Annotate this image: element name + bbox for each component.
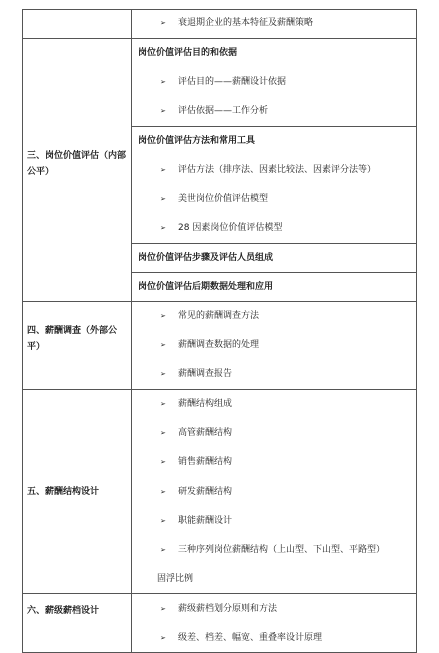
list-item-continuation: 固浮比例 (157, 574, 194, 584)
list-item: 研发薪酬结构 (178, 487, 233, 497)
bullet-arrow-icon: ➢ (160, 400, 166, 408)
bullet-arrow-icon: ➢ (160, 634, 166, 642)
section-title: 六、薪级薪档设计 (27, 606, 100, 616)
list-item: 薪酬结构组成 (178, 399, 233, 409)
list-item: 薪酬调查报告 (178, 369, 233, 379)
list-item: 职能薪酬设计 (178, 516, 233, 526)
table-border (131, 126, 417, 127)
bullet-arrow-icon: ➢ (160, 19, 166, 27)
table-border (22, 9, 23, 653)
bullet-arrow-icon: ➢ (160, 78, 166, 86)
bullet-arrow-icon: ➢ (160, 429, 166, 437)
table-border (131, 272, 417, 273)
table-border (22, 593, 417, 594)
bullet-arrow-icon: ➢ (160, 312, 166, 320)
list-item: 级差、档差、幅宽、重叠率设计原理 (178, 633, 323, 643)
table-border (416, 9, 417, 653)
block-heading: 岗位价值评估步骤及评估人员组成 (138, 253, 274, 263)
table-border (131, 243, 417, 244)
bullet-arrow-icon: ➢ (160, 458, 166, 466)
list-item: 三种序列岗位薪酬结构（上山型、下山型、平路型） (178, 545, 386, 555)
list-item: 28 因素岗位价值评估模型 (178, 223, 283, 233)
list-item: 衰退期企业的基本特征及薪酬策略 (178, 18, 314, 28)
section-title: 三、岗位价值评估（内部公平） (27, 151, 127, 177)
block-heading: 岗位价值评估目的和依据 (138, 48, 238, 58)
list-item: 薪级薪档划分原则和方法 (178, 604, 278, 614)
bullet-arrow-icon: ➢ (160, 224, 166, 232)
bullet-arrow-icon: ➢ (160, 488, 166, 496)
list-item: 评估依据——工作分析 (178, 106, 269, 116)
bullet-arrow-icon: ➢ (160, 517, 166, 525)
block-heading: 岗位价值评估方法和常用工具 (138, 136, 256, 146)
bullet-arrow-icon: ➢ (160, 546, 166, 554)
table-border (22, 389, 417, 390)
list-item: 评估目的——薪酬设计依据 (178, 77, 287, 87)
table-border (22, 9, 417, 10)
bullet-arrow-icon: ➢ (160, 195, 166, 203)
list-item: 评估方法（排序法、因素比较法、因素评分法等） (178, 165, 377, 175)
table-border (22, 301, 417, 302)
table-border (22, 38, 417, 39)
section-title: 五、薪酬结构设计 (27, 487, 100, 497)
table-border (131, 9, 132, 653)
bullet-arrow-icon: ➢ (160, 107, 166, 115)
list-item: 高管薪酬结构 (178, 428, 233, 438)
list-item: 薪酬调查数据的处理 (178, 340, 260, 350)
section-title: 四、薪酬调查（外部公平） (27, 326, 118, 352)
block-heading: 岗位价值评估后期数据处理和应用 (138, 282, 274, 292)
bullet-arrow-icon: ➢ (160, 166, 166, 174)
bullet-arrow-icon: ➢ (160, 370, 166, 378)
list-item: 美世岗位价值评估模型 (178, 194, 269, 204)
bullet-arrow-icon: ➢ (160, 605, 166, 613)
list-item: 常见的薪酬调查方法 (178, 311, 260, 321)
bullet-arrow-icon: ➢ (160, 341, 166, 349)
list-item: 销售薪酬结构 (178, 457, 233, 467)
